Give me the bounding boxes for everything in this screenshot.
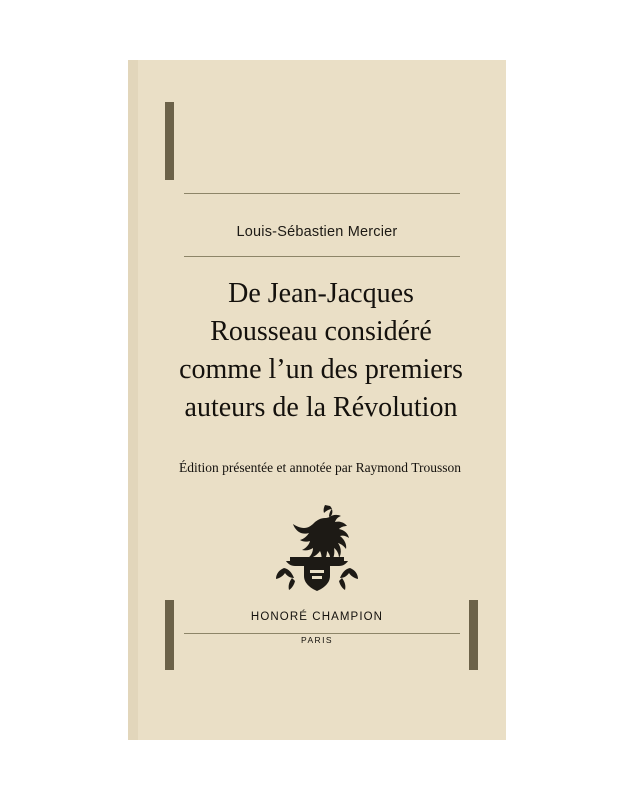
publisher-name: HONORÉ CHAMPION [250, 611, 384, 623]
book-cover [128, 60, 506, 740]
rule-above-author [184, 193, 460, 194]
rule-below-author [184, 256, 460, 257]
rearing-horse-crest-icon [274, 500, 360, 592]
title-line-1: De Jean-Jacques [228, 278, 414, 309]
publisher-city: PARIS [301, 635, 333, 645]
title-line-4: auteurs de la Révolution [184, 392, 458, 424]
decorative-bar-top-left [165, 102, 174, 180]
rule-above-publisher [184, 633, 460, 634]
title-line-2: Rousseau considéré [210, 316, 432, 348]
book-title [162, 275, 480, 427]
author-name: Louis-Sébastien Mercier [236, 224, 398, 240]
editor-credit: Édition présentée et annotée par Raymond Trousson [179, 460, 461, 475]
title-line-3: comme l’un des premiers [179, 354, 463, 386]
